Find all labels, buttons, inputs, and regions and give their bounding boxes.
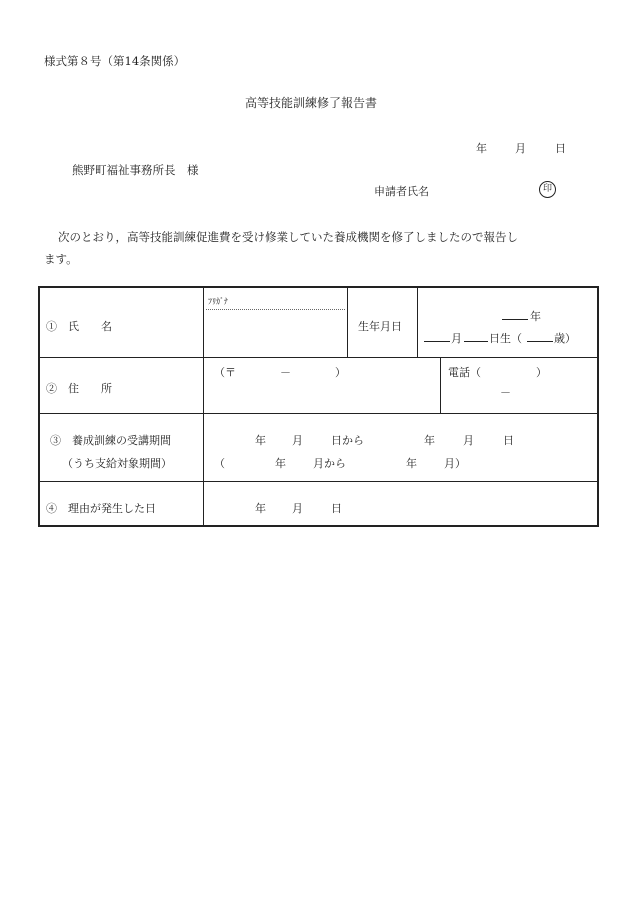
training-from-day: 日から [331, 434, 364, 447]
row-divider [40, 481, 597, 482]
birth-day-label: 日生（ [489, 332, 522, 345]
report-statement-line1: 次のとおり，高等技能訓練促進費を受け修業していた養成機関を修了しましたので報告し [58, 230, 518, 244]
furigana-label: ﾌﾘｶﾞﾅ [208, 297, 228, 306]
date-day-label: 日 [555, 142, 566, 155]
address-label: ② 住 所 [46, 382, 112, 395]
row-divider [40, 357, 597, 358]
phone-dash: － [500, 386, 511, 399]
subsidy-to-year: 年 [406, 457, 417, 470]
training-period-label: ③ 養成訓練の受講期間 [50, 434, 171, 447]
report-form-table [38, 286, 599, 527]
date-month-label: 月 [515, 142, 526, 155]
birth-day-blank[interactable] [464, 341, 488, 342]
form-title: 高等技能訓練修了報告書 [245, 96, 378, 110]
birth-value-divider [417, 288, 418, 357]
subsidy-from-year: 年 [275, 457, 286, 470]
row-divider [40, 413, 597, 414]
birth-year-blank[interactable] [502, 319, 528, 320]
report-statement-line2: ます。 [44, 252, 78, 266]
addressee: 熊野町福祉事務所長 様 [72, 163, 199, 177]
reason-date-label: ④ 理由が発生した日 [46, 502, 156, 515]
seal-mark: 印 [539, 181, 556, 198]
training-to-year: 年 [424, 434, 435, 447]
birth-date-label: 生年月日 [358, 320, 402, 333]
phone-label[interactable]: 電話（ ） [448, 366, 547, 379]
reason-date-year: 年 [255, 502, 266, 515]
training-from-year: 年 [255, 434, 266, 447]
postal-code-field[interactable]: （〒 － ） [214, 366, 346, 379]
subsidy-from-month: 月から [313, 457, 346, 470]
age-blank[interactable] [527, 341, 553, 342]
form-number: 様式第８号（第14条関係） [44, 54, 186, 68]
subsidy-period-label: （うち支給対象期間） [62, 457, 172, 470]
birth-month-label: 月 [451, 332, 462, 345]
name-label: ① 氏 名 [46, 320, 112, 333]
date-year-label: 年 [476, 142, 487, 155]
furigana-field[interactable] [206, 294, 345, 308]
birth-label-divider [347, 288, 348, 357]
birth-year-label: 年 [530, 310, 541, 323]
applicant-name-label: 申請者氏名 [374, 185, 429, 198]
address-field[interactable] [206, 380, 436, 410]
furigana-line [206, 309, 345, 310]
training-to-day: 日 [503, 434, 514, 447]
training-from-month: 月 [292, 434, 303, 447]
reason-date-day: 日 [331, 502, 342, 515]
subsidy-to-month: 月） [444, 457, 466, 470]
phone-divider [440, 357, 441, 413]
age-label: 歳） [554, 332, 576, 345]
birth-month-blank[interactable] [424, 341, 450, 342]
subsidy-open-paren: （ [214, 457, 225, 470]
name-field[interactable] [206, 313, 345, 353]
reason-date-month: 月 [292, 502, 303, 515]
label-column-divider [203, 288, 204, 525]
training-to-month: 月 [463, 434, 474, 447]
